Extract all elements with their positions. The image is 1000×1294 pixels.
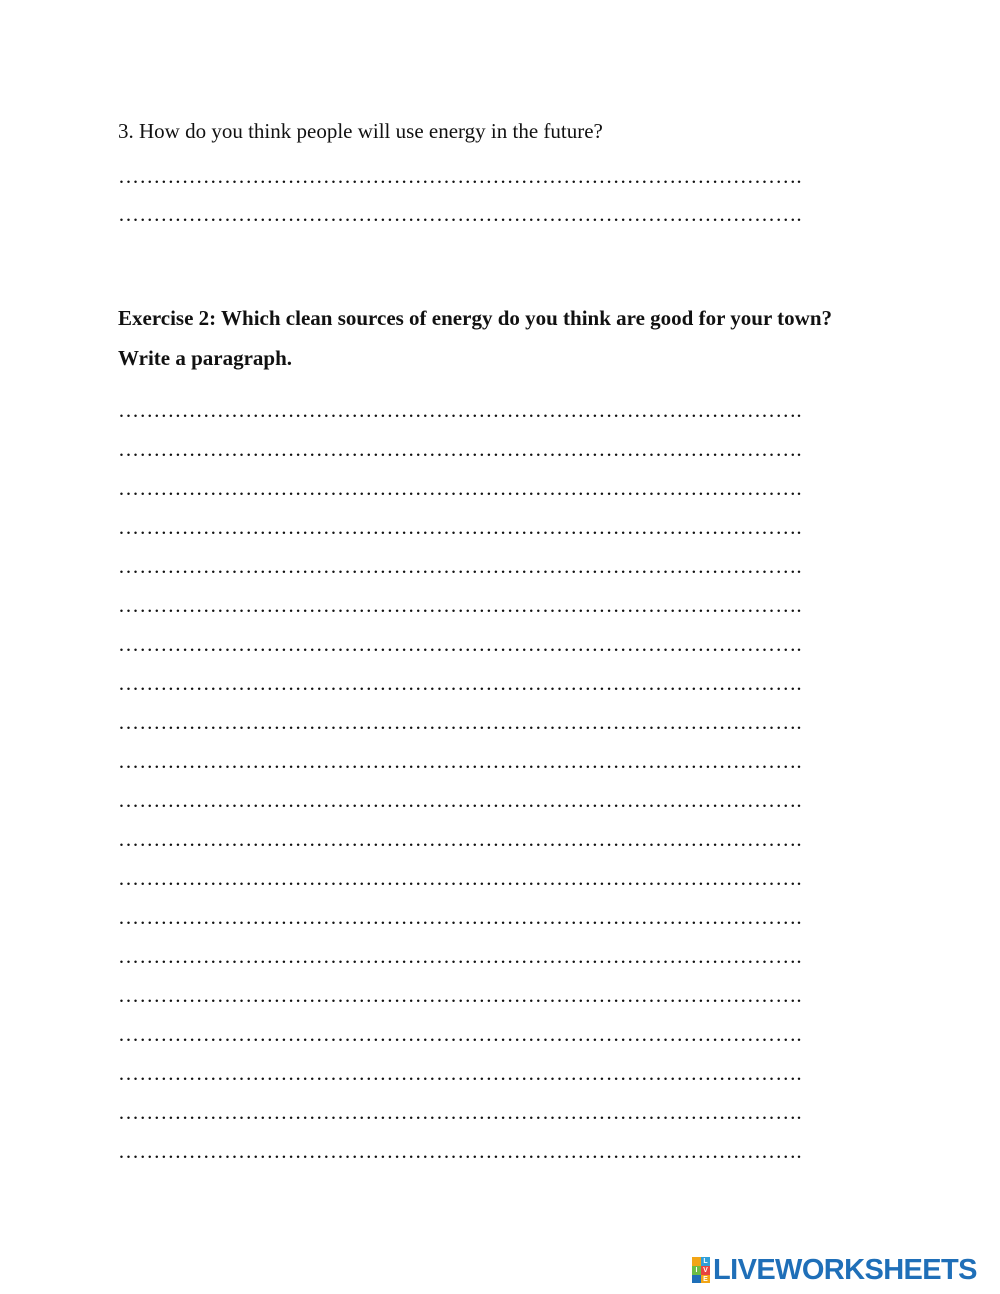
- liveworksheets-logo: [692, 1254, 977, 1286]
- answer-line[interactable]: …………………………………………………………………………………….: [118, 476, 802, 500]
- logo-text: LIVEWORKSHEETS: [713, 1254, 977, 1286]
- answer-line[interactable]: …………………………………………………………………………………….: [118, 827, 802, 851]
- logo-mark-cell: L: [701, 1257, 710, 1266]
- answer-line[interactable]: …………………………………………………………………………………….: [118, 944, 802, 968]
- logo-mark-cell: I: [692, 1266, 701, 1275]
- answer-line[interactable]: …………………………………………………………………………………….: [118, 515, 802, 539]
- answer-line[interactable]: …………………………………………………………………………………….: [118, 398, 802, 422]
- answer-line[interactable]: …………………………………………………………………………………….: [118, 593, 802, 617]
- answer-line[interactable]: …………………………………………………………………………………….: [118, 632, 802, 656]
- answer-line[interactable]: …………………………………………………………………………………….: [118, 1022, 802, 1046]
- question-3: 3. How do you think people will use energy in the future?: [118, 119, 603, 143]
- answer-line[interactable]: …………………………………………………………………………………….: [118, 788, 802, 812]
- logo-mark-cell: [692, 1275, 701, 1283]
- logo-mark-cell: V: [701, 1266, 710, 1275]
- answer-line[interactable]: …………………………………………………………………………………….: [118, 866, 802, 890]
- answer-line[interactable]: …………………………………………………………………………………….: [118, 1139, 802, 1163]
- answer-line[interactable]: …………………………………………………………………………………….: [118, 202, 802, 226]
- answer-line[interactable]: …………………………………………………………………………………….: [118, 554, 802, 578]
- answer-line[interactable]: …………………………………………………………………………………….: [118, 905, 802, 929]
- answer-line[interactable]: …………………………………………………………………………………….: [118, 710, 802, 734]
- logo-mark-cell: E: [701, 1275, 710, 1283]
- liveworksheets-logo-icon: [692, 1257, 710, 1283]
- answer-line[interactable]: …………………………………………………………………………………….: [118, 1061, 802, 1085]
- answer-line[interactable]: …………………………………………………………………………………….: [118, 983, 802, 1007]
- answer-line[interactable]: …………………………………………………………………………………….: [118, 749, 802, 773]
- answer-line[interactable]: …………………………………………………………………………………….: [118, 1100, 802, 1124]
- answer-line[interactable]: …………………………………………………………………………………….: [118, 164, 802, 188]
- answer-line[interactable]: …………………………………………………………………………………….: [118, 671, 802, 695]
- answer-line[interactable]: …………………………………………………………………………………….: [118, 437, 802, 461]
- logo-mark-cell: [692, 1257, 701, 1266]
- exercise-2-title: Exercise 2: Which clean sources of energy do you think are good for your town? Write a paragraph.: [118, 306, 832, 370]
